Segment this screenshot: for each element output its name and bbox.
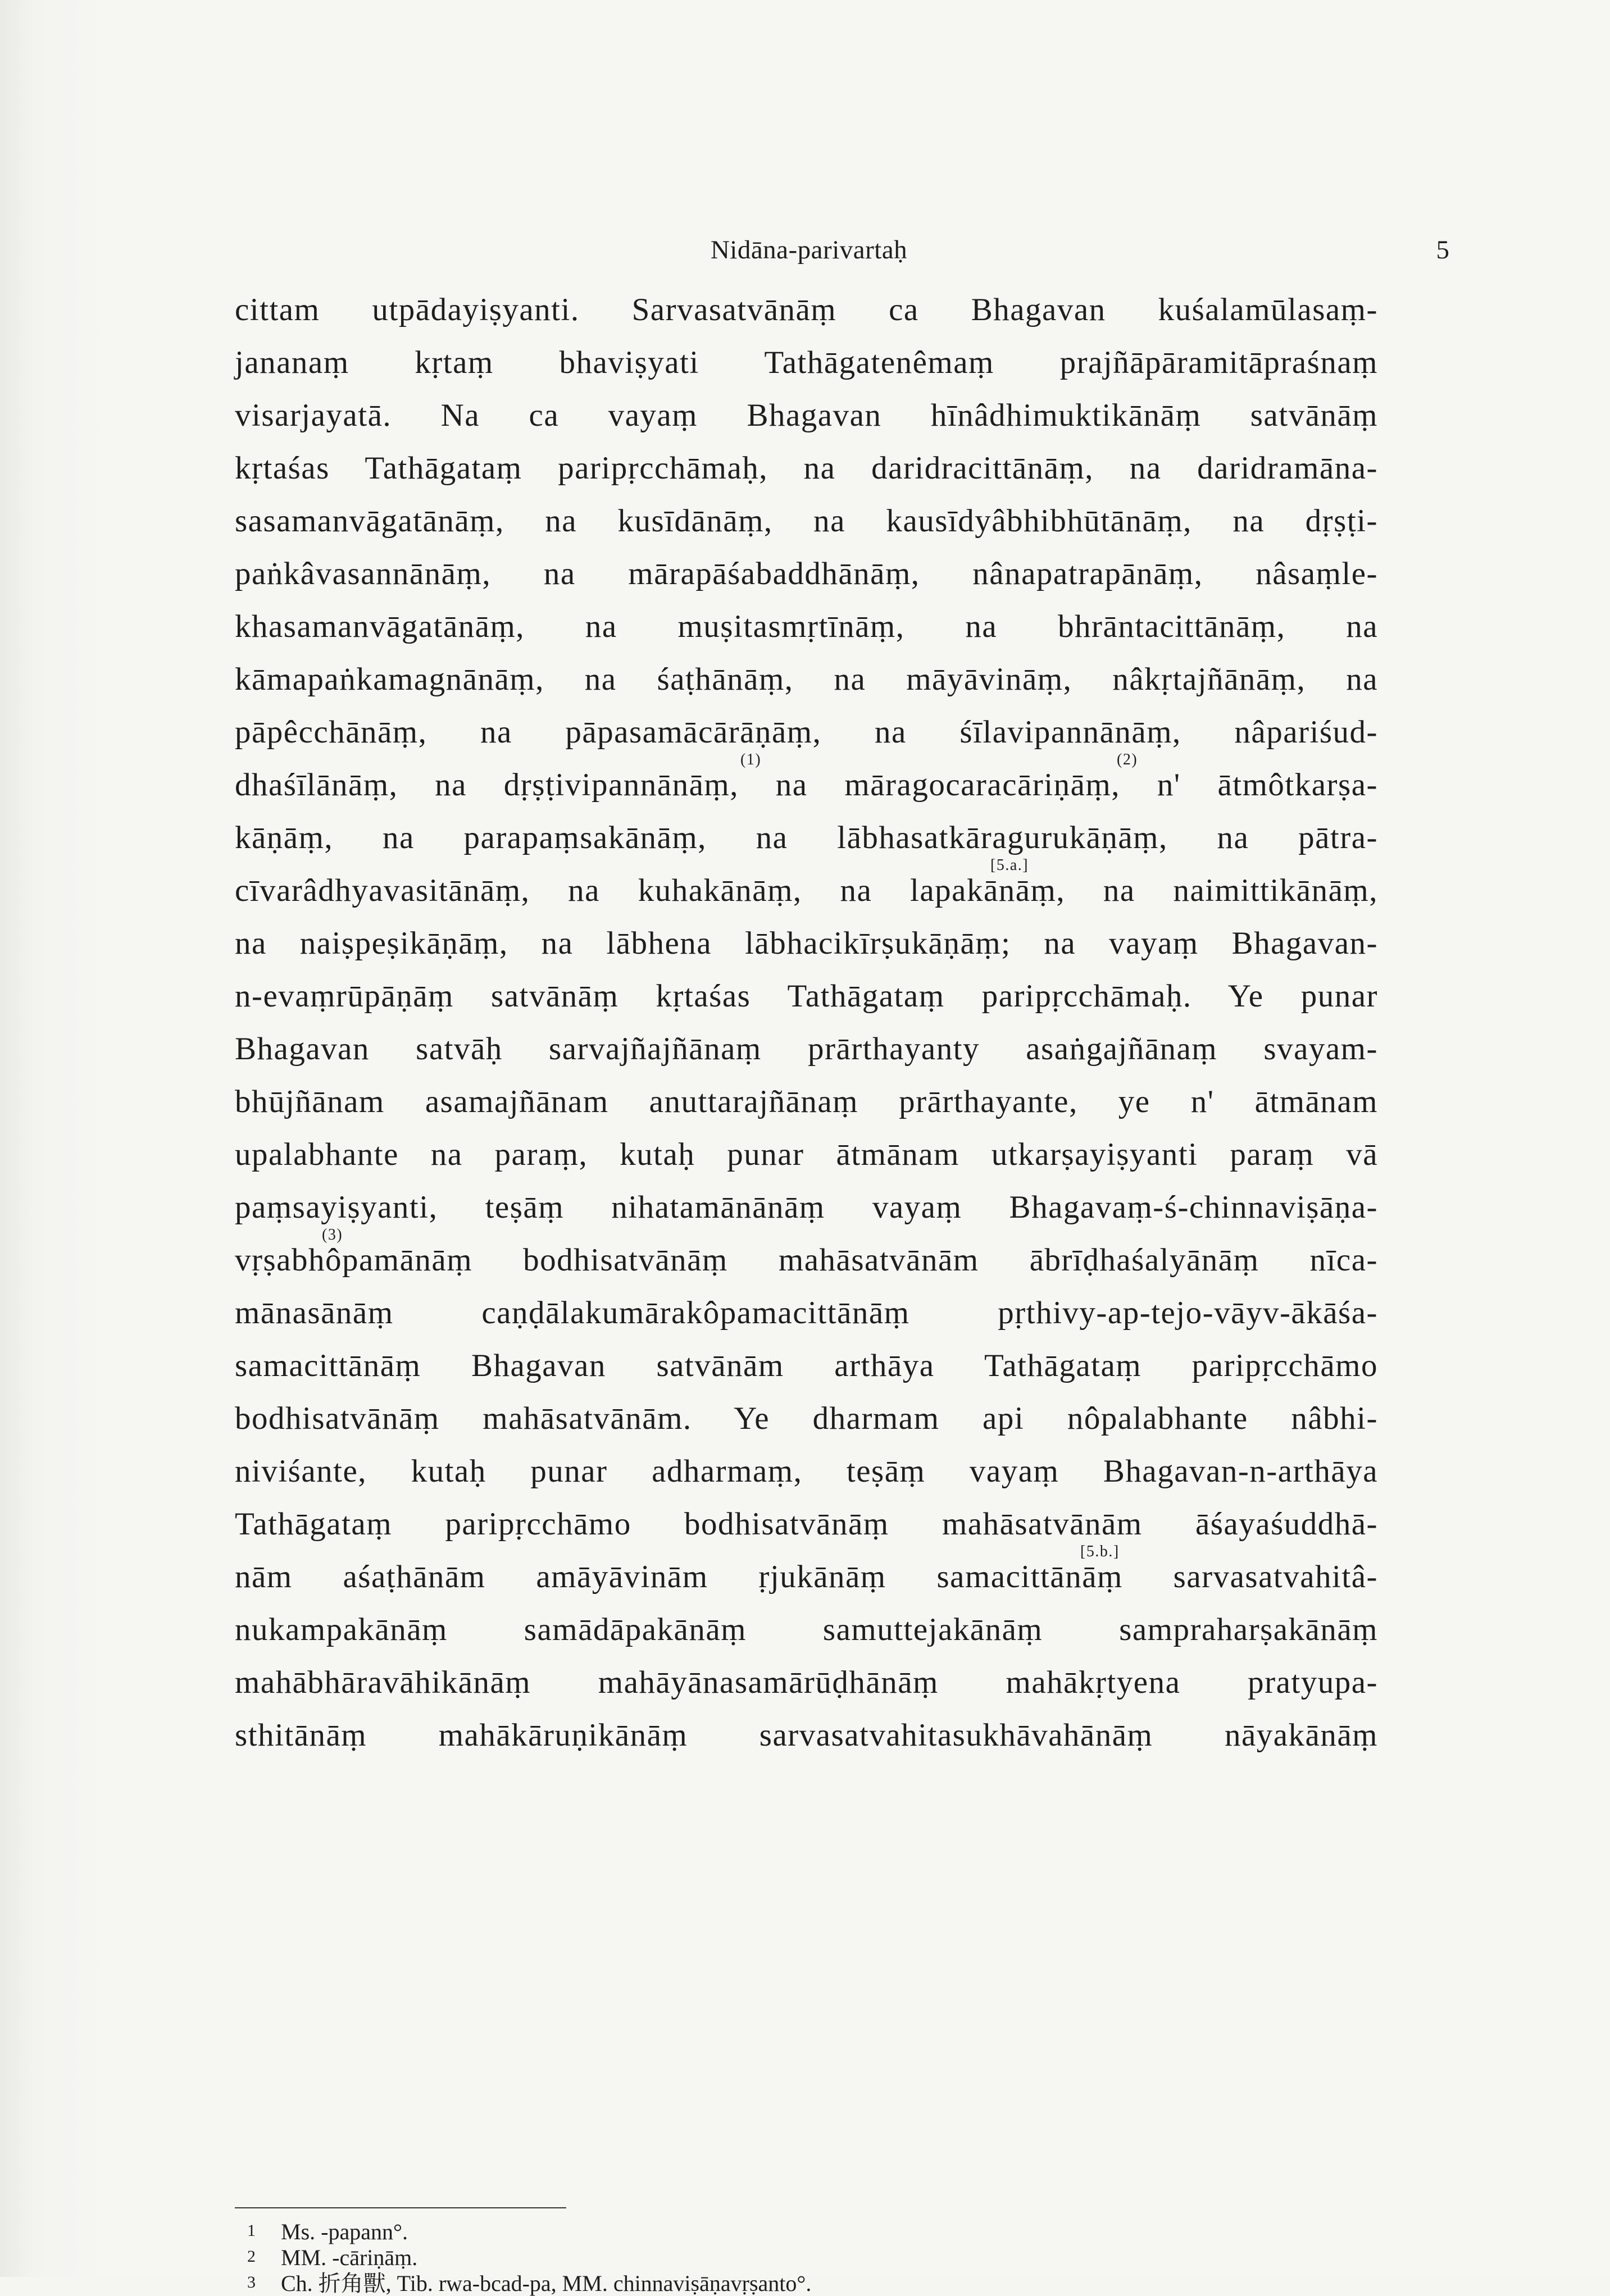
footnote-rule	[235, 2207, 566, 2208]
folio-marker-5b: [5.b.]	[1080, 1543, 1120, 1560]
folio-marker-5a: [5.a.]	[990, 857, 1029, 874]
text-line: sthitānāṃ mahākāruṇikānāṃ sarvasatvahitasukhāvahānāṃ nāyakānāṃ	[235, 1718, 1378, 1753]
text-line-content: dhaśīlānāṃ, na dṛṣṭivipannānāṃ, na māragocaracāriṇāṃ, n' ātmôtkarṣa-	[235, 767, 1378, 803]
footnotes	[247, 2218, 1090, 2296]
note-mark-1: (1)	[740, 751, 762, 768]
footnote-1	[247, 2218, 1090, 2244]
text-line: paṃsayiṣyanti, teṣāṃ nihatamānānāṃ vayaṃ Bhagavaṃ-ś-chinnaviṣāṇa-	[235, 1190, 1378, 1225]
text-line: sasamanvāgatānāṃ, na kusīdānāṃ, na kausīdyâbhibhūtānāṃ, na dṛṣṭi-	[235, 503, 1378, 539]
text-line-content: cīvarâdhyavasitānāṃ, na kuhakānāṃ, na lapakānāṃ, na naimittikānāṃ,	[235, 873, 1378, 908]
footnote-2	[247, 2244, 1090, 2270]
text-line: upalabhante na paraṃ, kutaḥ punar ātmānam utkarṣayiṣyanti paraṃ vā	[235, 1137, 1378, 1172]
footnote-number: 1	[247, 2221, 256, 2240]
text-line: nukampakānāṃ samādāpakānāṃ samuttejakānāṃ sampraharṣakānāṃ	[235, 1612, 1378, 1647]
footnote-number: 3	[247, 2273, 256, 2292]
text-line: niviśante, kutaḥ punar adharmaṃ, teṣāṃ vayaṃ Bhagavan-n-arthāya	[235, 1454, 1378, 1489]
text-line: Bhagavan satvāḥ sarvajñajñānaṃ prārthayanty asaṅgajñānaṃ svayam-	[235, 1031, 1378, 1067]
text-line: Tathāgataṃ paripṛcchāmo bodhisatvānāṃ mahāsatvānām āśayaśuddhā-	[235, 1506, 1378, 1542]
text-line: mānasānāṃ caṇḍālakumārakôpamacittānāṃ pṛthivy-ap-tejo-vāyv-ākāśa-	[235, 1295, 1378, 1331]
text-line: jananaṃ kṛtaṃ bhaviṣyati Tathāgatenêmaṃ prajñāpāramitāpraśnaṃ	[235, 345, 1378, 380]
footnote-text: Ch. 折角獸, Tib. rwa-bcad-pa, MM. chinnaviṣāṇavṛṣanto°.	[281, 2271, 812, 2296]
text-line: kṛtaśas Tathāgataṃ paripṛcchāmaḥ, na daridracittānāṃ, na daridramāna-	[235, 450, 1378, 486]
body-text	[235, 284, 1378, 1762]
text-line-content: nām aśaṭhānām amāyāvinām ṛjukānāṃ samacittānāṃ sarvasatvahitâ-	[235, 1559, 1378, 1595]
text-line: pāpêcchānāṃ, na pāpasamācārāṇāṃ, na śīlavipannānāṃ, nâpariśud-	[235, 714, 1378, 750]
text-line	[235, 1226, 1378, 1287]
text-line: samacittānāṃ Bhagavan satvānām arthāya Tathāgataṃ paripṛcchāmo	[235, 1348, 1378, 1383]
text-line: bodhisatvānāṃ mahāsatvānām. Ye dharmam api nôpalabhante nâbhi-	[235, 1401, 1378, 1436]
running-title: Nidāna-parivartaḥ	[710, 235, 908, 265]
footnote-text: MM. -cāriṇāṃ.	[281, 2245, 418, 2270]
footnote-3	[247, 2270, 1090, 2296]
footnote-number: 2	[247, 2247, 256, 2266]
text-line: khasamanvāgatānāṃ, na muṣitasmṛtīnāṃ, na bhrāntacittānāṃ, na	[235, 609, 1378, 644]
text-line: kāmapaṅkamagnānāṃ, na śaṭhānāṃ, na māyāvināṃ, nâkṛtajñānāṃ, na	[235, 662, 1378, 697]
text-line	[235, 751, 1378, 812]
text-line: kāṇāṃ, na parapaṃsakānāṃ, na lābhasatkāragurukāṇāṃ, na pātra-	[235, 820, 1378, 855]
page-number: 5	[1436, 235, 1449, 265]
text-line: cittam utpādayiṣyanti. Sarvasatvānāṃ ca Bhagavan kuśalamūlasaṃ-	[235, 292, 1378, 327]
text-line	[235, 857, 1378, 917]
text-line-content: vṛṣabhôpamānāṃ bodhisatvānāṃ mahāsatvānām ābrīḍhaśalyānāṃ nīca-	[235, 1242, 1378, 1278]
text-line: n-evaṃrūpāṇāṃ satvānāṃ kṛtaśas Tathāgataṃ paripṛcchāmaḥ. Ye punar	[235, 978, 1378, 1014]
text-line: mahābhāravāhikānāṃ mahāyānasamārūḍhānāṃ mahākṛtyena pratyupa-	[235, 1665, 1378, 1700]
text-line: na naiṣpeṣikāṇāṃ, na lābhena lābhacikīrṣukāṇāṃ; na vayaṃ Bhagavan-	[235, 926, 1378, 961]
note-mark-3: (3)	[322, 1226, 343, 1243]
text-line: visarjayatā. Na ca vayaṃ Bhagavan hīnâdhimuktikānāṃ satvānāṃ	[235, 398, 1378, 433]
text-line: bhūjñānam asamajñānam anuttarajñānaṃ prārthayante, ye n' ātmānam	[235, 1084, 1378, 1119]
text-line	[235, 1543, 1378, 1603]
footnote-text: Ms. -papann°.	[281, 2219, 408, 2244]
note-mark-2: (2)	[1117, 751, 1138, 768]
text-line: paṅkâvasannānāṃ, na mārapāśabaddhānāṃ, nânapatrapānāṃ, nâsaṃle-	[235, 556, 1378, 591]
